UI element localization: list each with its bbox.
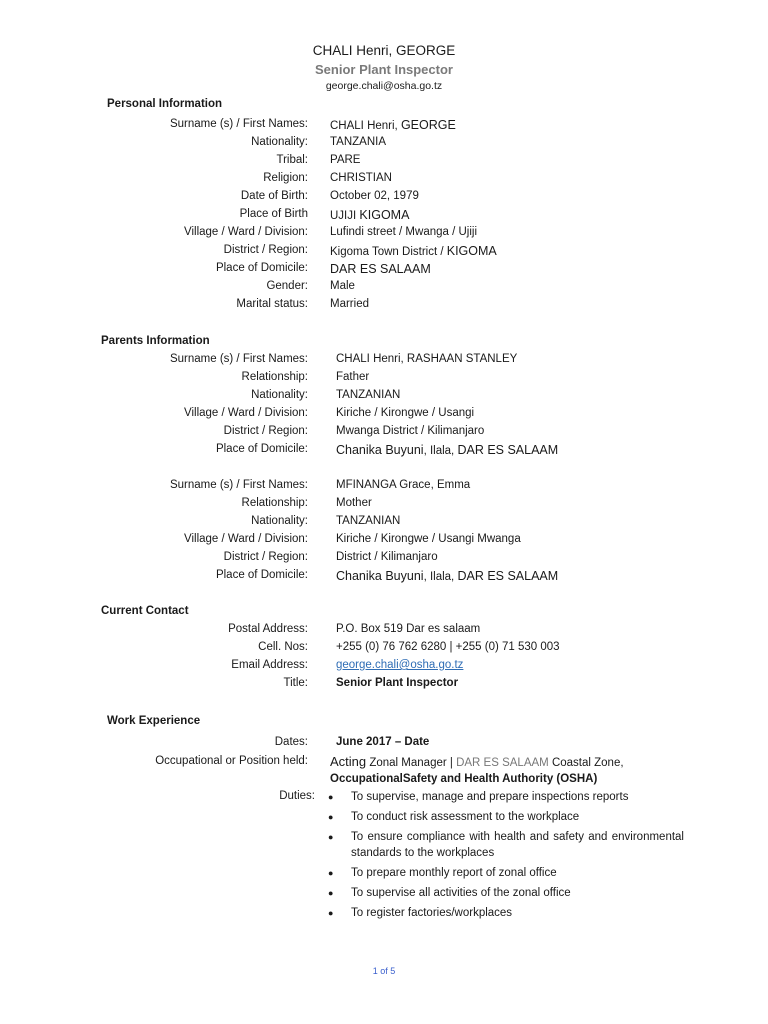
field-label: Dates: [274,736,308,748]
father-nationality-row [0,389,768,407]
list-item: ● To conduct risk assessment to the workplace [328,811,580,823]
work-heading: Work Experience [107,715,201,727]
field-label: Village / Ward / Division: [184,226,308,238]
field-value: TANZANIA [330,136,387,148]
list-item: ● To prepare monthly report of zonal office [328,867,557,879]
personal-heading: Personal Information [107,98,223,110]
field-value: P.O. Box 519 Dar es salaam [336,623,481,635]
contact-title-row [0,677,768,695]
personal-dob-row [0,190,768,208]
field-label: Postal Address: [228,623,308,635]
field-label: Surname (s) / First Names: [169,118,308,130]
personal-marital-row [0,298,768,316]
field-label: Surname (s) / First Names: [169,479,308,491]
contact-phone-row [0,641,768,659]
field-label: Place of Domicile: [215,443,308,455]
father-domicile-row [0,443,768,461]
field-label: District / Region: [223,425,308,437]
father-relationship-row [0,371,768,389]
field-value: Mother [336,497,372,509]
field-label: District / Region: [223,551,308,563]
field-label: Place of Birth [239,208,308,220]
field-value: June 2017 – Date [336,736,430,748]
bullet-icon: ● [328,908,334,918]
field-label: Place of Domicile: [215,262,308,274]
field-label: Date of Birth: [240,190,308,202]
contact-heading: Current Contact [101,605,189,617]
personal-nationality-row [0,136,768,154]
field-value: TANZANIAN [336,389,401,401]
bullet-icon: ● [328,812,334,822]
field-value: Chanika Buyuni, Ilala, DAR ES SALAAM [336,443,559,457]
field-value: Senior Plant Inspector [336,677,459,689]
field-value: +255 (0) 76 762 6280 | +255 (0) 71 530 003 [336,641,560,653]
field-label: Village / Ward / Division: [184,407,308,419]
bullet-icon: ● [328,868,334,878]
list-item: ● To register factories/workplaces [328,907,513,919]
field-value: District / Kilimanjaro [336,551,438,563]
mother-name-row [0,479,768,497]
cv-header-email: george.chali@osha.go.tz [325,80,443,92]
mother-nationality-row [0,515,768,533]
field-value: PARE [330,154,361,166]
field-label: Relationship: [241,371,308,383]
personal-tribal-row [0,154,768,172]
field-label: Nationality: [251,389,308,401]
field-value: Chanika Buyuni, Ilala, DAR ES SALAAM [336,569,559,583]
field-label: District / Region: [223,244,308,256]
position-held [330,754,690,787]
field-label: Marital status: [236,298,308,310]
list-item: ● To supervise all activities of the zonal office [328,887,571,899]
personal-gender-row [0,280,768,298]
field-value: October 02, 1979 [330,190,419,202]
mother-relationship-row [0,497,768,515]
cv-name: CHALI Henri, GEORGE [312,43,456,58]
mother-district-row [0,551,768,569]
position-line-1: Acting Zonal Manager | DAR ES SALAAM Coastal Zone, [330,754,624,769]
personal-district-row [0,244,768,262]
field-value: Kiriche / Kirongwe / Usangi Mwanga [336,533,521,545]
field-label: Occupational or Position held: [155,755,308,767]
field-value: CHRISTIAN [330,172,392,184]
field-label: Religion: [263,172,308,184]
field-value: Kigoma Town District / KIGOMA [330,244,497,258]
personal-domicile-row [0,262,768,280]
cv-role: Senior Plant Inspector [315,62,453,77]
field-value: DAR ES SALAAM [330,262,431,276]
father-district-row [0,425,768,443]
field-value: CHALI Henri, GEORGE [330,118,456,132]
field-label: Relationship: [241,497,308,509]
field-value: Married [330,298,369,310]
field-value: MFINANGA Grace, Emma [336,479,471,491]
bullet-icon: ● [328,832,334,842]
mother-village-row [0,533,768,551]
field-value: Father [336,371,370,383]
field-label: Title: [283,677,308,689]
field-value: Kiriche / Kirongwe / Usangi [336,407,475,419]
father-village-row [0,407,768,425]
field-label: Duties: [279,790,315,802]
personal-name-row [0,118,768,136]
field-label: Surname (s) / First Names: [169,353,308,365]
field-value: CHALI Henri, RASHAAN STANLEY [336,353,518,365]
field-label: Tribal: [276,154,308,166]
field-label: Place of Domicile: [215,569,308,581]
field-label: Nationality: [251,136,308,148]
list-item: ● To ensure compliance with health and safety and environmental standards to the workplaces [328,831,684,859]
personal-religion-row [0,172,768,190]
field-value: UJIJI KIGOMA [330,208,410,222]
field-label: Gender: [266,280,308,292]
mother-domicile-row [0,569,768,587]
father-name-row [0,353,768,371]
page-number: 1 of 5 [372,966,396,976]
field-label: Email Address: [231,659,308,671]
email-link[interactable]: george.chali@osha.go.tz [336,659,464,671]
bullet-icon: ● [328,888,334,898]
bullet-icon: ● [328,792,334,802]
list-item: ● To supervise, manage and prepare inspections reports [328,791,629,803]
field-value: Male [330,280,355,292]
field-value: Lufindi street / Mwanga / Ujiji [330,226,478,238]
field-label: Nationality: [251,515,308,527]
duties-list [318,789,684,925]
field-label: Village / Ward / Division: [184,533,308,545]
field-label: Cell. Nos: [258,641,308,653]
personal-village-row [0,226,768,244]
field-value: Mwanga District / Kilimanjaro [336,425,485,437]
contact-postal-row [0,623,768,641]
personal-pob-row [0,208,768,226]
contact-email-row [0,659,768,677]
parents-heading: Parents Information [101,335,210,347]
field-value: TANZANIAN [336,515,401,527]
work-dates-row [0,736,768,754]
position-org: OccupationalSafety and Health Authority (OSHA) [330,773,598,785]
